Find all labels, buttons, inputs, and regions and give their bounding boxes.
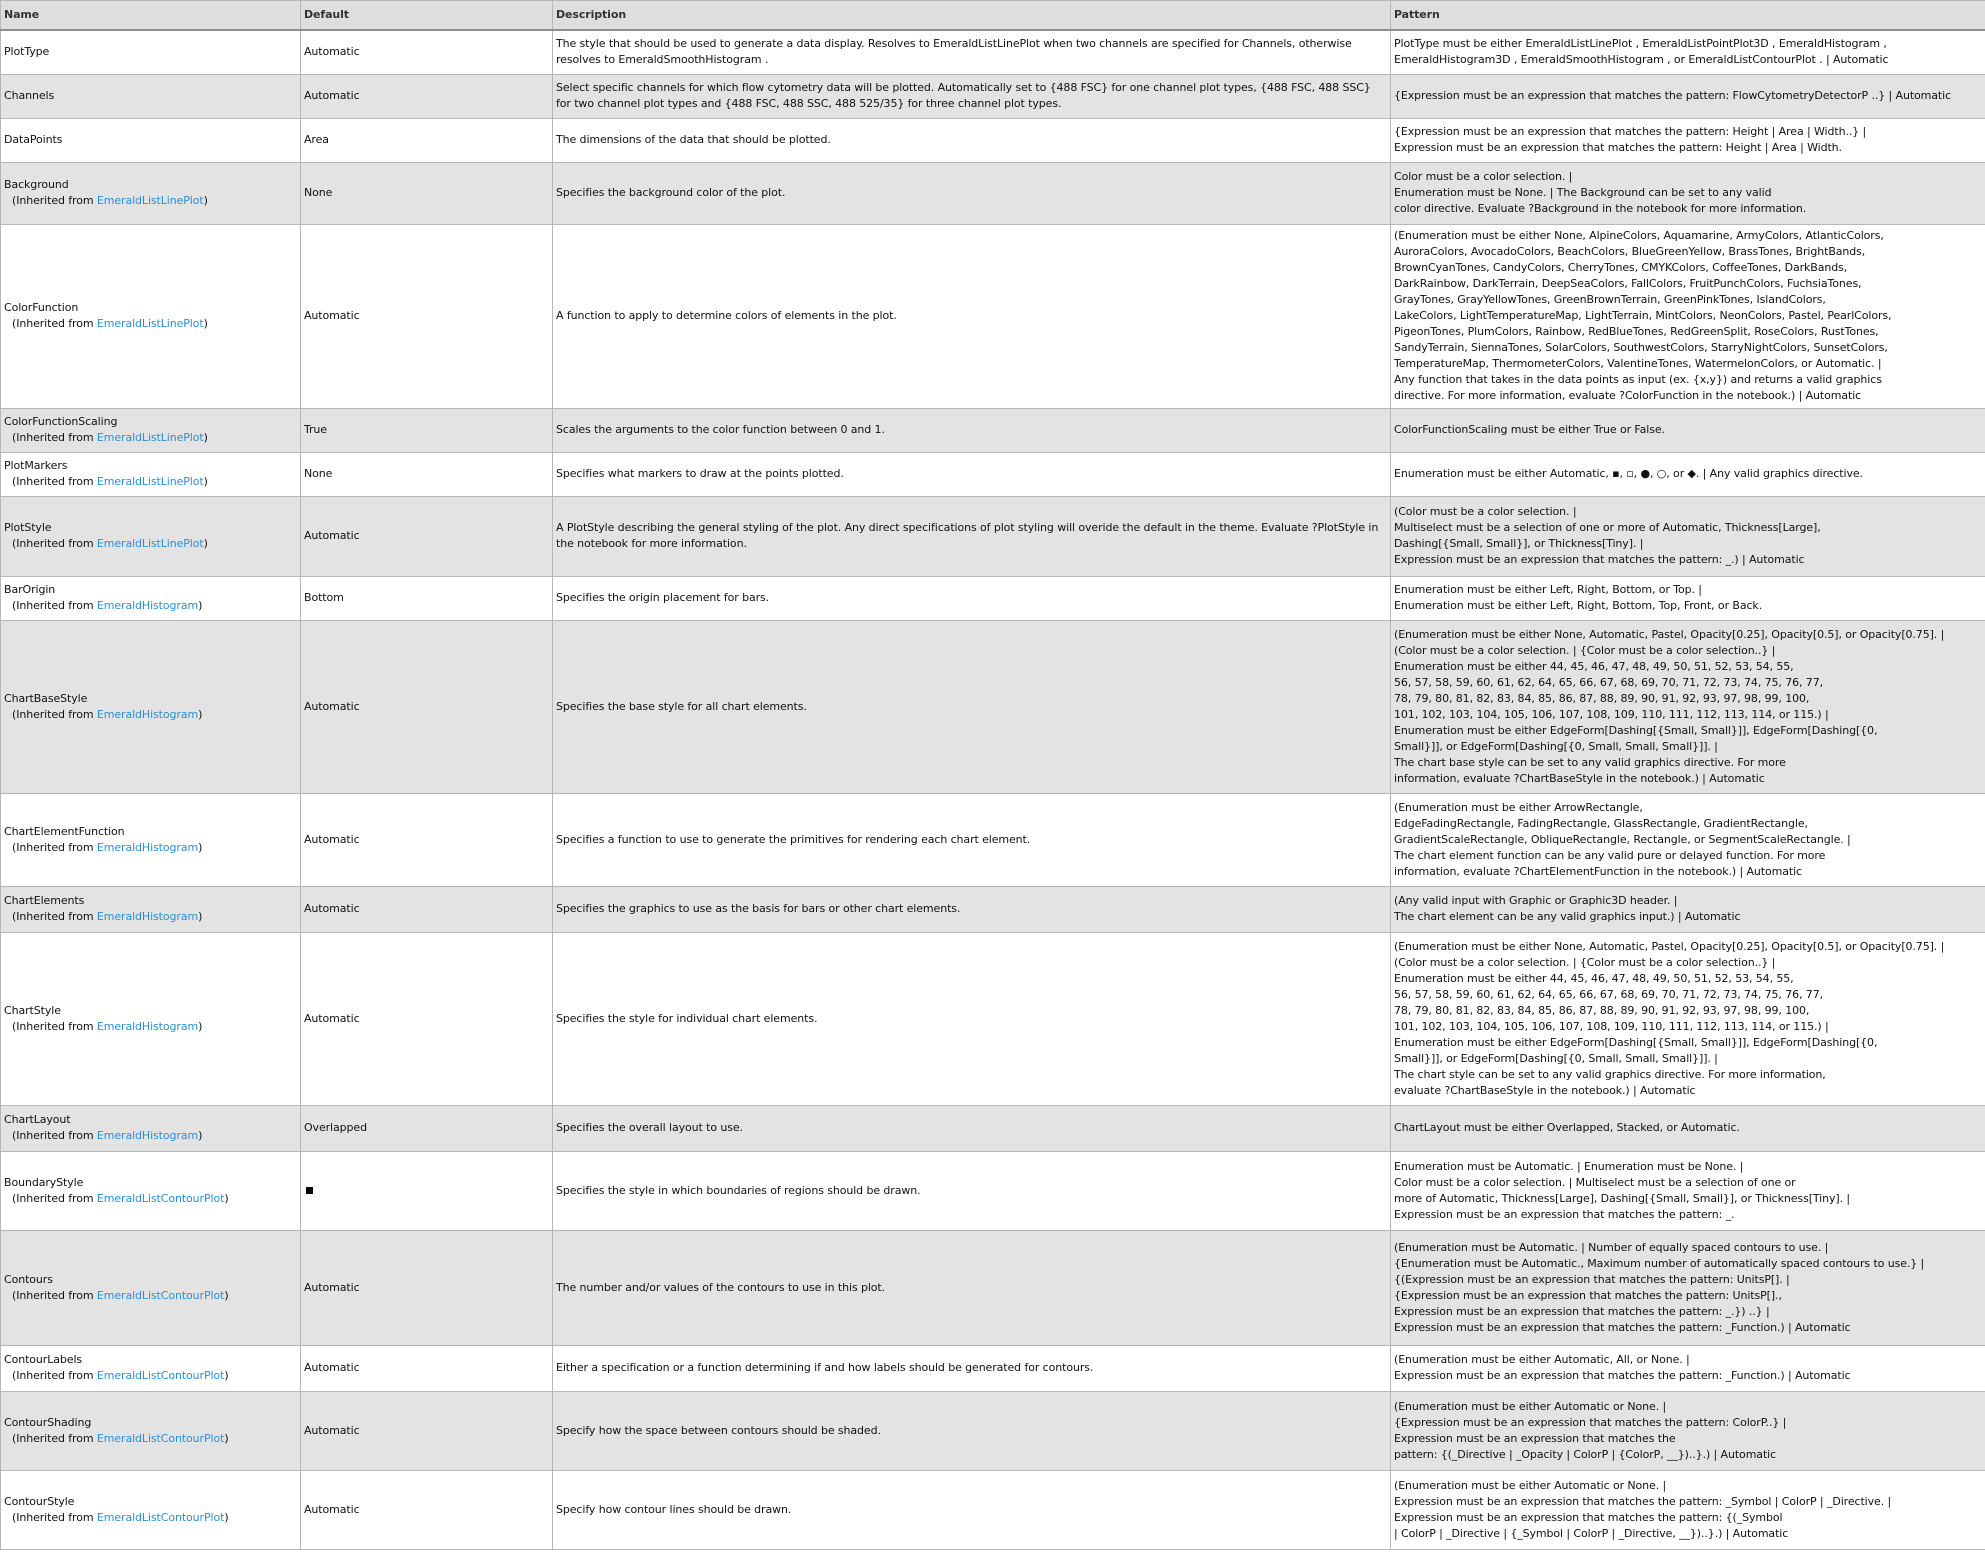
pattern-line: Multiselect must be a selection of one or more of Automatic, Thickness[Large], [1394,521,1821,534]
default-value-cell [301,1345,553,1391]
default-value: None [304,186,333,199]
pattern-cell [1391,30,1985,74]
pattern-line: Expression must be an expression that matches the pattern: _Function.) | Automatic [1394,1369,1851,1382]
default-value: Automatic [304,699,360,713]
description-cell [553,620,1391,793]
pattern-cell [1391,1470,1985,1549]
description-cell [553,30,1391,74]
option-name-cell [1,1151,301,1230]
inherited-source-link[interactable]: EmeraldListLinePlot [96,475,204,488]
inherited-suffix: ) [198,707,203,721]
pattern-line: 56, 57, 58, 59, 60, 61, 62, 64, 65, 66, 67, 68, 69, 70, 71, 72, 73, 74, 75, 76, 77, [1394,987,1823,1001]
pattern-line: EdgeFadingRectangle, FadingRectangle, GlassRectangle, GradientRectangle, [1394,816,1808,830]
pattern-line: (Enumeration must be either Automatic or None. | [1394,1478,1667,1492]
inherited-note [4,707,297,723]
inherited-prefix: (Inherited from [12,1129,97,1142]
description-cell [553,224,1391,408]
default-value: Automatic [304,1502,360,1516]
inherited-suffix: ) [203,194,208,207]
table-row[interactable] [1,620,1985,793]
description-text: Specifies the origin placement for bars. [556,591,770,604]
description-cell [553,1230,1391,1345]
pattern-cell [1391,1105,1985,1151]
inherited-source-link[interactable]: EmeraldListContourPlot [96,1191,225,1205]
pattern-cell [1391,793,1985,886]
pattern-line: color directive. Evaluate ?Background in the notebook for more information. [1394,202,1807,215]
inherited-prefix: (Inherited from [12,1191,97,1205]
option-name-cell [1,408,301,452]
table-row[interactable] [1,932,1985,1105]
pattern-line: Color must be a color selection. | Multiselect must be a selection of one or [1394,1175,1796,1189]
pattern-cell [1391,1230,1985,1345]
option-name-cell [1,74,301,118]
inherited-prefix: (Inherited from [12,431,97,444]
inherited-source-link[interactable]: EmeraldListLinePlot [96,317,204,330]
table-row[interactable] [1,1470,1985,1549]
pattern-line: The chart element function can be any valid pure or delayed function. For more [1394,848,1826,862]
pattern-line: | ColorP | _Directive | {_Symbol | ColorP | _Directive, __})..}.) | Automatic [1394,1526,1789,1540]
description-text: The dimensions of the data that should be plotted. [556,133,831,146]
inherited-source-link[interactable]: EmeraldListLinePlot [96,194,204,207]
option-name: ColorFunction [4,301,79,314]
pattern-cell [1391,1391,1985,1470]
default-value: Automatic [304,89,360,102]
option-name-cell [1,576,301,620]
description-text: Specifies the base style for all chart elements. [556,699,807,713]
description-text: Specify how contour lines should be drawn. [556,1502,792,1516]
pattern-cell [1391,932,1985,1105]
pattern-line: Any function that takes in the data points as input (ex. {x,y}) and returns a valid graphics [1394,373,1882,386]
pattern-line: GrayTones, GrayYellowTones, GreenBrownTerrain, GreenPinkTones, IslandColors, [1394,293,1826,306]
description-cell [553,793,1391,886]
column-header-default[interactable]: Default [301,1,553,31]
option-name-cell [1,162,301,224]
pattern-line: 101, 102, 103, 104, 105, 106, 107, 108, 109, 110, 111, 112, 113, 114, or 115.) | [1394,707,1829,721]
column-header-description[interactable]: Description [553,1,1391,31]
table-row[interactable] [1,1345,1985,1391]
option-name-cell [1,1391,301,1470]
pattern-line: DarkRainbow, DarkTerrain, DeepSeaColors, FallColors, FruitPunchColors, FuchsiaTones, [1394,277,1862,290]
default-value: Automatic [304,1280,360,1294]
default-value: Overlapped [304,1121,367,1134]
pattern-line: information, evaluate ?ChartElementFunction in the notebook.) | Automatic [1394,864,1803,878]
option-name-cell [1,620,301,793]
description-text: The number and/or values of the contours to use in this plot. [556,1280,886,1294]
inherited-source-link[interactable]: EmeraldListLinePlot [96,431,204,444]
default-value: Automatic [304,902,360,915]
description-cell [553,1151,1391,1230]
inherited-suffix: ) [203,475,208,488]
default-value: None [304,467,333,480]
description-text: Specifies the background color of the plot. [556,186,786,199]
table-row[interactable] [1,1151,1985,1230]
default-value-cell [301,886,553,932]
description-cell [553,1470,1391,1549]
option-name: DataPoints [4,133,63,146]
default-value-cell [301,118,553,162]
pattern-line: Expression must be an expression that matches the pattern: {(_Symbol [1394,1510,1783,1524]
inherited-prefix: (Inherited from [12,840,97,854]
default-value: True [304,423,327,436]
inherited-suffix: ) [224,1288,229,1302]
pattern-cell [1391,408,1985,452]
table-row[interactable] [1,162,1985,224]
option-name-cell [1,1470,301,1549]
pattern-line: 78, 79, 80, 81, 82, 83, 84, 85, 86, 87, 88, 89, 90, 91, 92, 93, 97, 98, 99, 100, [1394,691,1810,705]
default-value-cell [301,1105,553,1151]
default-value-cell [301,576,553,620]
pattern-line: Enumeration must be either Left, Right, Bottom, or Top. | [1394,583,1702,596]
table-row[interactable] [1,1105,1985,1151]
pattern-line: Enumeration must be either 44, 45, 46, 47, 48, 49, 50, 51, 52, 53, 54, 55, [1394,971,1794,985]
default-value-cell [301,452,553,496]
pattern-line: ChartLayout must be either Overlapped, Stacked, or Automatic. [1394,1121,1740,1134]
pattern-line: evaluate ?ChartBaseStyle in the notebook.) | Automatic [1394,1083,1696,1097]
default-value-cell [301,224,553,408]
pattern-line: information, evaluate ?ChartBaseStyle in the notebook.) | Automatic [1394,771,1765,785]
pattern-cell [1391,118,1985,162]
pattern-line: ColorFunctionScaling must be either True or False. [1394,423,1665,436]
inherited-note [4,1288,297,1304]
option-name-cell [1,452,301,496]
color-swatch [306,1187,313,1194]
option-name: PlotType [4,45,50,59]
option-name-cell [1,30,301,74]
pattern-line: {(Expression must be an expression that matches the pattern: UnitsP[]. | [1394,1272,1790,1286]
description-text: Specifies what markers to draw at the points plotted. [556,467,844,480]
option-name: PlotMarkers [4,459,68,472]
inherited-prefix: (Inherited from [12,317,97,330]
option-name-cell [1,886,301,932]
inherited-suffix: ) [224,1369,229,1382]
inherited-note [4,840,297,856]
pattern-line: Expression must be an expression that matches the pattern: Height | Area | Width. [1394,141,1842,154]
description-cell [553,1391,1391,1470]
description-cell [553,162,1391,224]
inherited-suffix: ) [224,1431,229,1445]
description-cell [553,932,1391,1105]
table-row[interactable] [1,576,1985,620]
pattern-line: Small}]], or EdgeForm[Dashing[{0, Small, Small, Small}]]. | [1394,1051,1718,1065]
pattern-cell [1391,1345,1985,1391]
pattern-line: The chart element can be any valid graphics input.) | Automatic [1394,910,1741,923]
pattern-line: BrownCyanTones, CandyColors, CherryTones, CMYKColors, CoffeeTones, DarkBands, [1394,261,1848,274]
option-name-cell [1,224,301,408]
inherited-source-link[interactable]: EmeraldListLinePlot [96,537,204,550]
option-name-cell [1,496,301,576]
option-name: ChartLayout [4,1113,71,1126]
description-text: Select specific channels for which flow cytometry data will be plotted. Automatically set to {488 FSC} for one channel plot types, {488 FSC, 488 SSC} for two channel plot types and {488 FSC, 488 SSC, 488 525/35} for three channel plot types. [556,81,1371,110]
description-cell [553,118,1391,162]
default-value-cell [301,1391,553,1470]
pattern-line: pattern: {(_Directive | _Opacity | ColorP | {ColorP, __})..}.) | Automatic [1394,1447,1777,1461]
inherited-source-link[interactable]: EmeraldListContourPlot [96,1431,225,1445]
description-cell [553,496,1391,576]
pattern-line: 101, 102, 103, 104, 105, 106, 107, 108, 109, 110, 111, 112, 113, 114, or 115.) | [1394,1019,1829,1033]
option-name: Contours [4,1272,53,1286]
option-name: ColorFunctionScaling [4,415,118,428]
table-row[interactable] [1,1230,1985,1345]
inherited-note [4,1128,297,1144]
default-value: Area [304,133,329,146]
inherited-suffix: ) [198,1019,203,1033]
pattern-line: (Enumeration must be either Automatic or None. | [1394,1399,1667,1413]
description-text: A PlotStyle describing the general styling of the plot. Any direct specifications of plot styling will overide the default in the theme. Evaluate ?PlotStyle in the notebook for more information. [556,521,1379,550]
description-cell [553,408,1391,452]
option-name: BarOrigin [4,583,56,596]
pattern-line: (Enumeration must be either ArrowRectangle, [1394,800,1643,814]
inherited-suffix: ) [224,1510,229,1524]
pattern-line: Enumeration must be either 44, 45, 46, 47, 48, 49, 50, 51, 52, 53, 54, 55, [1394,659,1794,673]
pattern-line: (Enumeration must be either Automatic, All, or None. | [1394,1353,1690,1366]
inherited-suffix: ) [203,537,208,550]
option-name-cell [1,1105,301,1151]
default-value-cell [301,793,553,886]
table-row[interactable] [1,74,1985,118]
pattern-line: (Any valid input with Graphic or Graphic3D header. | [1394,894,1678,907]
inherited-note [4,430,297,446]
pattern-line: Expression must be an expression that matches the pattern: _.) | Automatic [1394,553,1805,566]
pattern-line: Expression must be an expression that matches the pattern: _Function.) | Automatic [1394,1320,1851,1334]
default-value-cell [301,496,553,576]
pattern-line: PigeonTones, PlumColors, Rainbow, RedBlueTones, RedGreenSplit, RoseColors, RustTones, [1394,325,1879,338]
inherited-note [4,1368,297,1384]
inherited-note [4,193,297,209]
header-row [1,1,1985,31]
pattern-line: (Color must be a color selection. | {Color must be a color selection..} | [1394,955,1776,969]
pattern-line: Expression must be an expression that matches the [1394,1431,1676,1445]
inherited-prefix: (Inherited from [12,475,97,488]
inherited-note [4,1019,297,1035]
description-cell [553,576,1391,620]
inherited-source-link[interactable]: EmeraldListContourPlot [96,1510,225,1524]
inherited-source-link[interactable]: EmeraldHistogram [96,1129,199,1142]
option-name: ChartElementFunction [4,824,125,838]
pattern-line: (Enumeration must be either None, Automatic, Pastel, Opacity[0.25], Opacity[0.5], or Opacity[0.75]. | [1394,627,1945,641]
option-name: ContourShading [4,1415,92,1429]
table-row[interactable] [1,30,1985,74]
pattern-line: Enumeration must be Automatic. | Enumeration must be None. | [1394,1159,1744,1173]
option-name: BoundaryStyle [4,1175,84,1189]
pattern-cell [1391,74,1985,118]
pattern-line: Dashing[{Small, Small}], or Thickness[Tiny]. | [1394,537,1644,550]
default-value-cell [301,932,553,1105]
option-name: ContourLabels [4,1353,83,1366]
description-cell [553,74,1391,118]
inherited-note [4,1191,297,1207]
pattern-line: Enumeration must be either Automatic, ▪, ▫, ●, ○, or ◆. | Any valid graphics directive. [1394,467,1863,480]
column-header-name[interactable]: Name [1,1,301,31]
default-value: Bottom [304,591,344,604]
pattern-line: 56, 57, 58, 59, 60, 61, 62, 64, 65, 66, 67, 68, 69, 70, 71, 72, 73, 74, 75, 76, 77, [1394,675,1823,689]
inherited-suffix: ) [198,1129,203,1142]
default-value-cell [301,1151,553,1230]
description-text: A function to apply to determine colors of elements in the plot. [556,309,897,322]
default-value-cell [301,74,553,118]
pattern-line: {Enumeration must be Automatic., Maximum number of automatically spaced contours to use.} | [1394,1256,1925,1270]
pattern-line: {Expression must be an expression that matches the pattern: FlowCytometryDetectorP ..} | Automatic [1394,89,1952,102]
option-name: ChartElements [4,894,85,907]
default-value: Automatic [304,309,360,322]
pattern-line: Expression must be an expression that matches the pattern: _Symbol | ColorP | _Directive. | [1394,1494,1892,1508]
inherited-prefix: (Inherited from [12,707,97,721]
pattern-line: Enumeration must be either EdgeForm[Dashing[{Small, Small}]], EdgeForm[Dashing[{0, [1394,723,1878,737]
inherited-note [4,1510,297,1526]
pattern-line: SandyTerrain, SiennaTones, SolarColors, SouthwestColors, StarryNightColors, SunsetColors, [1394,341,1888,354]
description-text: Specifies the graphics to use as the basis for bars or other chart elements. [556,902,961,915]
table-row[interactable] [1,886,1985,932]
default-value: Automatic [304,45,360,59]
default-value: Automatic [304,1011,360,1025]
inherited-source-link[interactable]: EmeraldListContourPlot [96,1288,225,1302]
inherited-prefix: (Inherited from [12,910,97,923]
table-row[interactable] [1,452,1985,496]
pattern-cell [1391,496,1985,576]
column-header-pattern[interactable]: Pattern [1391,1,1985,31]
default-value-cell [301,1230,553,1345]
pattern-cell [1391,620,1985,793]
inherited-source-link[interactable]: EmeraldListContourPlot [96,1369,225,1382]
inherited-source-link[interactable]: EmeraldHistogram [96,910,199,923]
option-name-cell [1,1230,301,1345]
inherited-note [4,1431,297,1447]
description-text: Specifies a function to use to generate the primitives for rendering each chart element. [556,832,1031,846]
default-value: Automatic [304,1361,360,1374]
table-row[interactable] [1,224,1985,408]
table-row[interactable] [1,1391,1985,1470]
description-cell [553,886,1391,932]
default-value-cell [301,162,553,224]
inherited-prefix: (Inherited from [12,1369,97,1382]
inherited-suffix: ) [203,317,208,330]
pattern-line: LakeColors, LightTemperatureMap, LightTerrain, MintColors, NeonColors, Pastel, PearlColors, [1394,309,1892,322]
table-row[interactable] [1,118,1985,162]
pattern-line: Enumeration must be None. | The Background can be set to any valid [1394,186,1772,199]
inherited-prefix: (Inherited from [12,1510,97,1524]
pattern-line: more of Automatic, Thickness[Large], Dashing[{Small, Small}], or Thickness[Tiny]. | [1394,1191,1850,1205]
pattern-cell [1391,576,1985,620]
description-text: Specifies the overall layout to use. [556,1121,743,1134]
pattern-cell [1391,452,1985,496]
pattern-line: Expression must be an expression that matches the pattern: _. [1394,1207,1735,1221]
pattern-cell [1391,1151,1985,1230]
inherited-source-link[interactable]: EmeraldHistogram [96,1019,199,1033]
description-text: Specify how the space between contours should be shaded. [556,1423,881,1437]
option-name: ContourStyle [4,1494,75,1508]
option-name: Channels [4,89,55,102]
pattern-line: {Expression must be an expression that matches the pattern: ColorP..} | [1394,1415,1787,1429]
inherited-suffix: ) [224,1191,229,1205]
inherited-suffix: ) [203,431,208,444]
pattern-line: Enumeration must be either Left, Right, Bottom, Top, Front, or Back. [1394,599,1763,612]
table-row[interactable] [1,793,1985,886]
inherited-prefix: (Inherited from [12,1288,97,1302]
inherited-note [4,536,297,552]
description-cell [553,452,1391,496]
pattern-line: {Expression must be an expression that matches the pattern: UnitsP[]., [1394,1288,1782,1302]
option-name-cell [1,1345,301,1391]
pattern-line: AuroraColors, AvocadoColors, BeachColors, BlueGreenYellow, BrassTones, BrightBands, [1394,245,1866,258]
pattern-line: EmeraldHistogram3D , EmeraldSmoothHistogram , or EmeraldListContourPlot . | Automatic [1394,53,1889,67]
default-value-cell [301,408,553,452]
pattern-line: 78, 79, 80, 81, 82, 83, 84, 85, 86, 87, 88, 89, 90, 91, 92, 93, 97, 98, 99, 100, [1394,1003,1810,1017]
option-name-cell [1,793,301,886]
table-row[interactable] [1,496,1985,576]
inherited-prefix: (Inherited from [12,194,97,207]
pattern-line: PlotType must be either EmeraldListLinePlot , EmeraldListPointPlot3D , EmeraldHistogram , [1394,37,1887,51]
option-name: ChartBaseStyle [4,691,88,705]
description-text: The style that should be used to generate a data display. Resolves to EmeraldListLinePlot when two channels are specified for Channels, otherwise resolves to EmeraldSmoothHistogram . [556,37,1352,67]
inherited-suffix: ) [198,599,203,612]
option-name: PlotStyle [4,521,52,534]
default-value-cell [301,30,553,74]
pattern-cell [1391,886,1985,932]
inherited-prefix: (Inherited from [12,1019,97,1033]
pattern-cell [1391,162,1985,224]
inherited-source-link[interactable]: EmeraldHistogram [96,840,199,854]
pattern-line: (Enumeration must be either None, Automatic, Pastel, Opacity[0.25], Opacity[0.5], or Opacity[0.75]. | [1394,939,1945,953]
pattern-line: (Enumeration must be Automatic. | Number of equally spaced contours to use. | [1394,1240,1829,1254]
description-text: Specifies the style in which boundaries of regions should be drawn. [556,1183,921,1197]
default-value-cell [301,1470,553,1549]
inherited-note [4,909,297,925]
default-value: Automatic [304,832,360,846]
pattern-line: The chart style can be set to any valid graphics directive. For more information, [1394,1067,1826,1081]
option-name: ChartStyle [4,1003,61,1017]
option-name-cell [1,932,301,1105]
description-cell [553,1345,1391,1391]
description-text: Scales the arguments to the color function between 0 and 1. [556,423,885,436]
default-value: Automatic [304,529,360,542]
option-name: Background [4,178,69,191]
description-text: Either a specification or a function determining if and how labels should be generated for contours. [556,1361,1094,1374]
pattern-line: GradientScaleRectangle, ObliqueRectangle, Rectangle, or SegmentScaleRectangle. | [1394,832,1851,846]
inherited-source-link[interactable]: EmeraldHistogram [96,599,199,612]
default-value: Automatic [304,1423,360,1437]
pattern-line: Expression must be an expression that matches the pattern: _.}) ..} | [1394,1304,1770,1318]
inherited-note [4,316,297,332]
inherited-note [4,474,297,490]
pattern-line: The chart base style can be set to any valid graphics directive. For more [1394,755,1786,769]
pattern-line: Color must be a color selection. | [1394,170,1573,183]
inherited-note [4,598,297,614]
pattern-line: (Color must be a color selection. | [1394,505,1577,518]
pattern-line: Enumeration must be either EdgeForm[Dashing[{Small, Small}]], EdgeForm[Dashing[{0, [1394,1035,1878,1049]
inherited-source-link[interactable]: EmeraldHistogram [96,707,199,721]
option-name-cell [1,118,301,162]
pattern-line: directive. For more information, evaluate ?ColorFunction in the notebook.) | Automatic [1394,389,1862,402]
pattern-line: Small}]], or EdgeForm[Dashing[{0, Small, Small, Small}]]. | [1394,739,1718,753]
inherited-suffix: ) [198,910,203,923]
inherited-prefix: (Inherited from [12,537,97,550]
description-text: Specifies the style for individual chart elements. [556,1011,818,1025]
pattern-line: {Expression must be an expression that matches the pattern: Height | Area | Width..} | [1394,125,1867,138]
pattern-cell [1391,224,1985,408]
pattern-line: (Color must be a color selection. | {Color must be a color selection..} | [1394,643,1776,657]
inherited-suffix: ) [198,840,203,854]
table-row[interactable] [1,408,1985,452]
default-value-cell [301,620,553,793]
pattern-line: (Enumeration must be either None, AlpineColors, Aquamarine, ArmyColors, AtlanticColors, [1394,229,1884,242]
inherited-prefix: (Inherited from [12,599,97,612]
description-cell [553,1105,1391,1151]
inherited-prefix: (Inherited from [12,1431,97,1445]
pattern-line: TemperatureMap, ThermometerColors, ValentineTones, WatermelonColors, or Automatic. | [1394,357,1882,370]
